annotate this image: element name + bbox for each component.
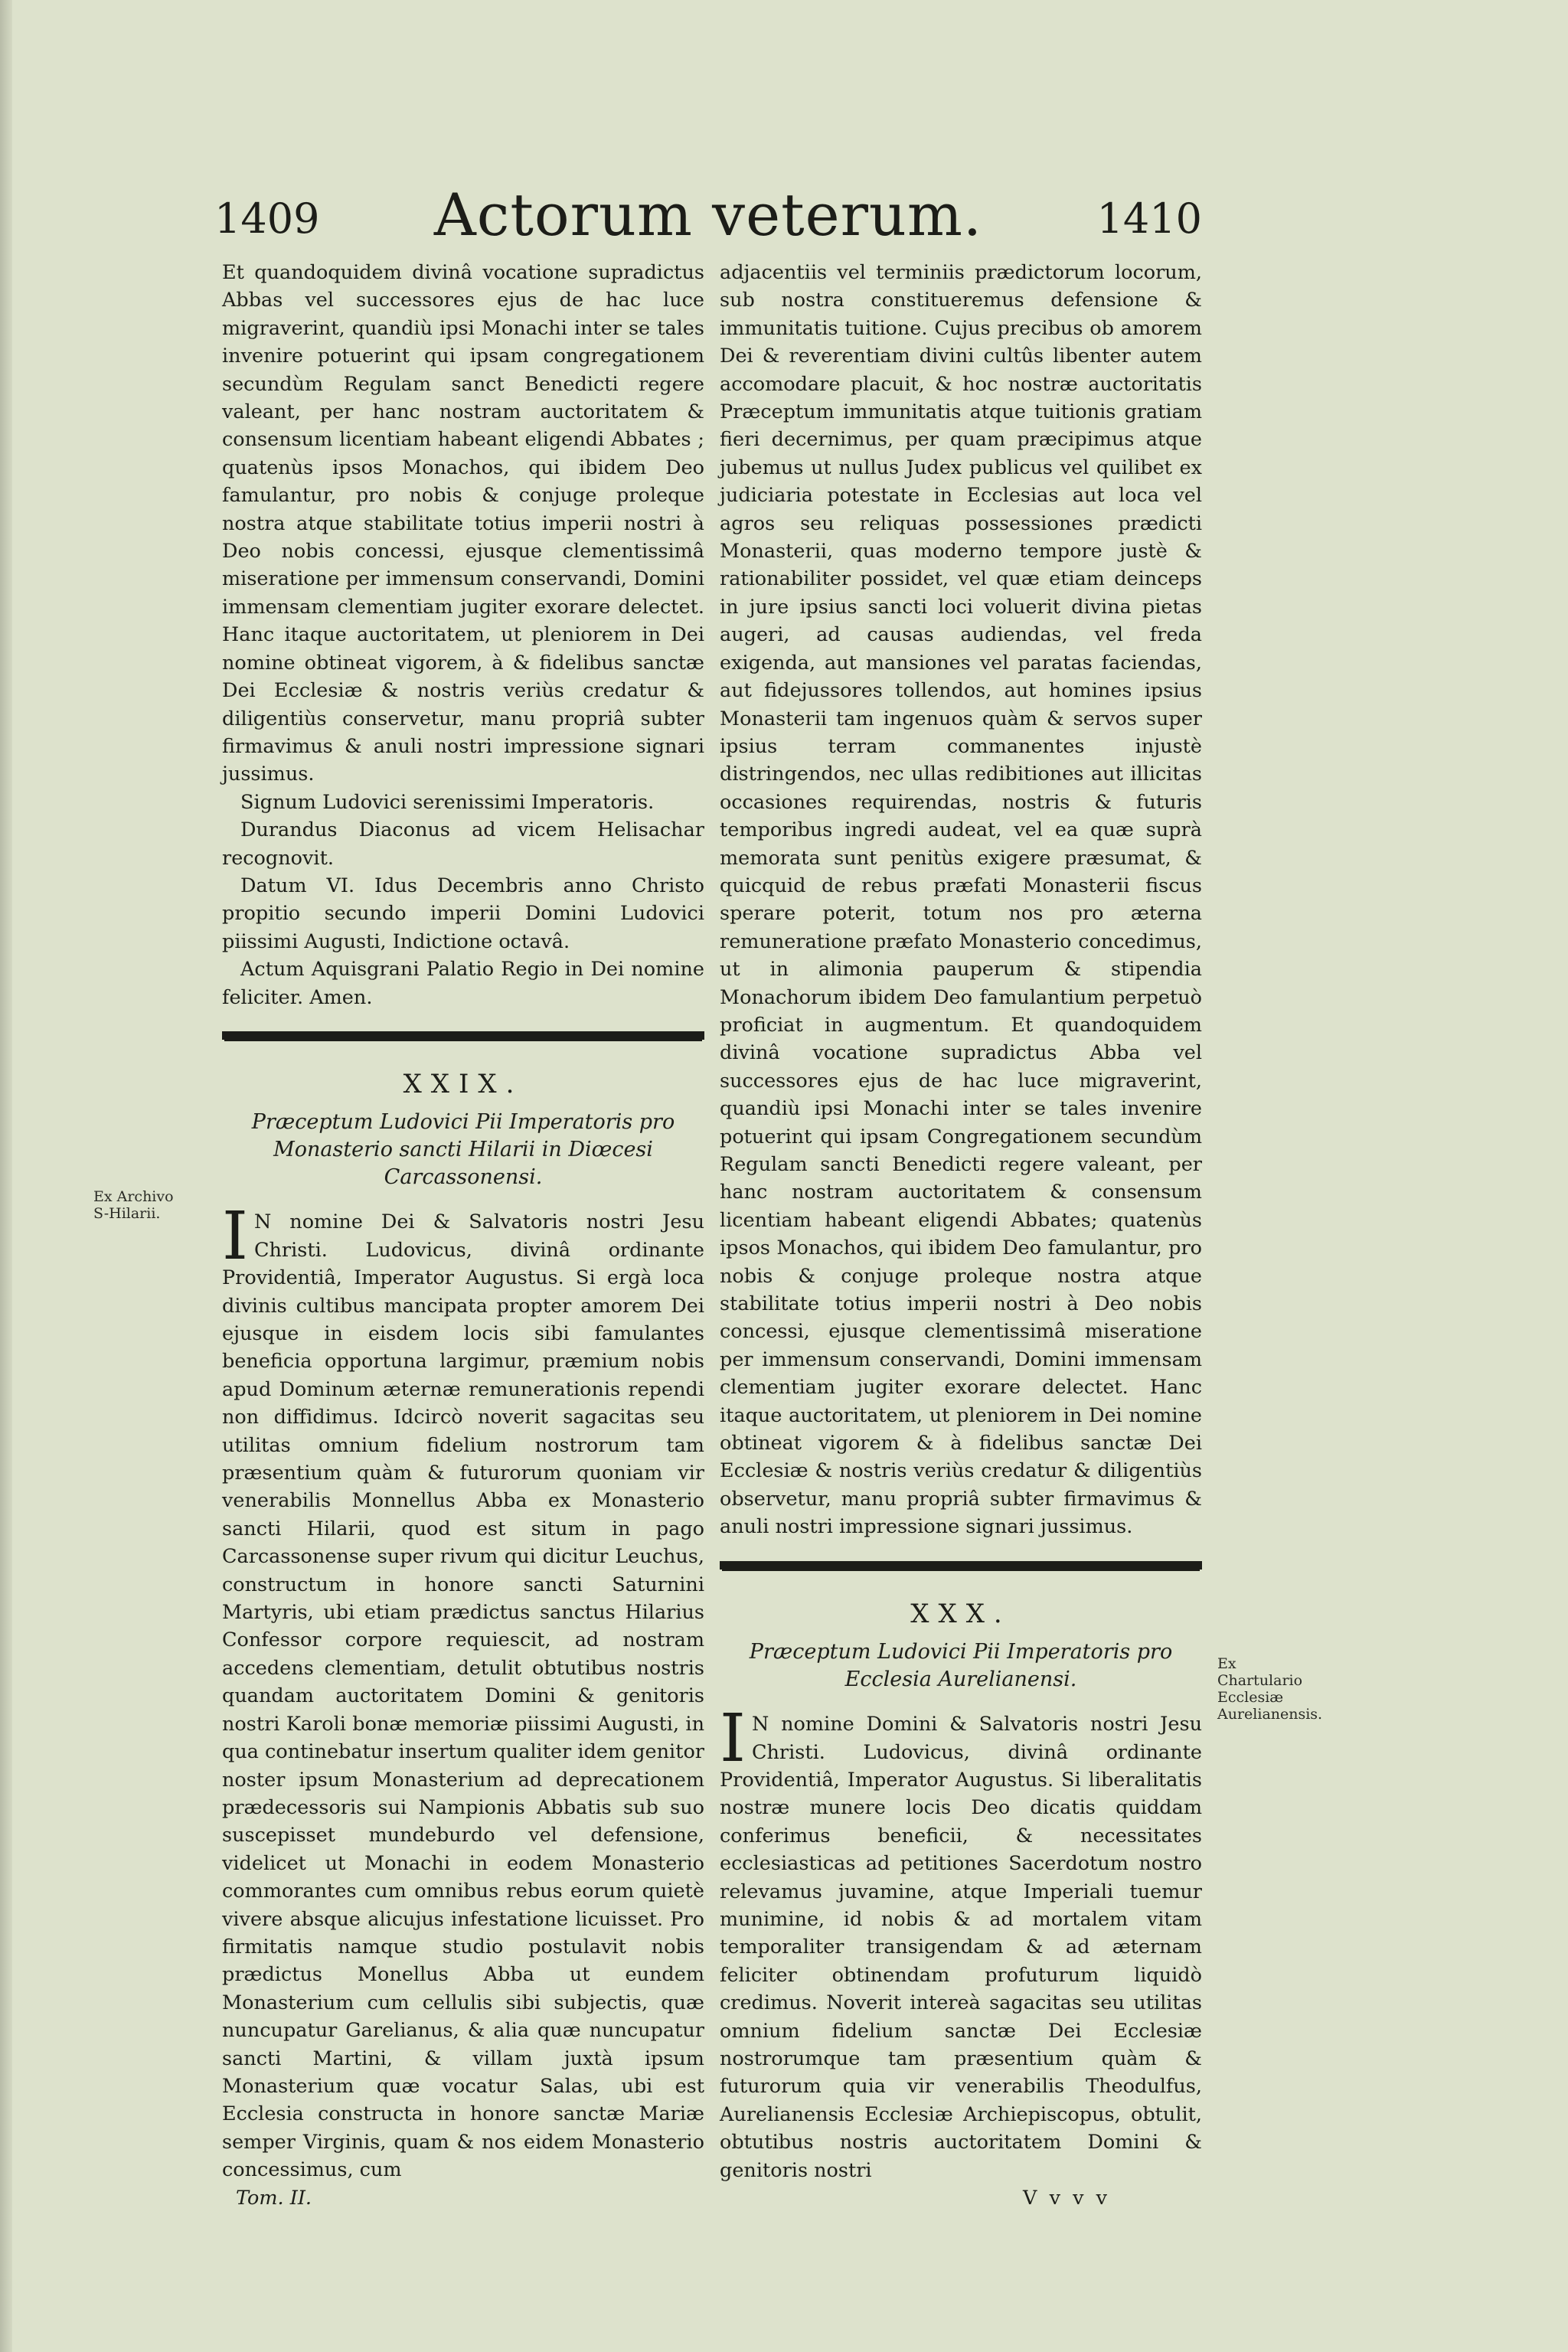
paragraph: Actum Aquisgrani Palatio Regio in Dei nomine feliciter. Amen. <box>222 958 704 1009</box>
drop-cap: I <box>720 1700 746 1778</box>
page-header <box>207 181 1210 265</box>
section-divider <box>720 1561 1202 1570</box>
left-column <box>222 259 704 2212</box>
page-number-left: 1409 <box>214 194 320 243</box>
paragraph: Signum Ludovici serenissimi Imperatoris. <box>240 790 655 814</box>
section-numeral: XXIX. <box>403 1068 524 1099</box>
paragraph-text: N nomine Dei & Salvatoris nostri Jesu Christi. Ludovicus, divinâ ordinante Providentiâ, Imperator Augustus. Si ergà loca divinis cultibus mancipata propter amorem Dei ejusque in eisdem locis sibi famulantes beneficia opportuna largimur, præmium nobis apud Dominum æternæ remunerationis rependi non diffidimus. Idcircò noverit sagacitas seu utilitas omnium fidelium nostrorum tam præsentium quàm & futurorum quoniam vir venerabilis Monnellus Abba ex Monasterio sancti Hilarii, quod est situm in pago Carcassonense super rivum qui dicitur Leuchus, constructum in honore sancti Saturnini Martyris, ubi etiam prædictus sanctus Hilarius Confessor corpore requiescit, ad nostram accedens clementiam, detulit obtutibus nostris quandam auctoritatem Domini & genitoris nostri Karoli bonæ memoriæ piissimi Augusti, in qua continebatur insertum qualiter idem genitor noster ipsum Monasterium ad deprecationem prædecessoris sui Nampionis Abbatis sub suo suscepisset mundeburdo vel defensione, videlicet ut Monachi in eodem Monasterio commorantes cum omnibus rebus eorum quietè vivere absque alicujus infestatione licuisset. Pro firmitatis namque studio postulavit nobis prædictus Monellus Abba ut eundem Monasterium cum cellulis sibi subjectis, quæ nuncupatur Garelianus, & alia quæ nuncupatur sancti Martini, & villam juxtà ipsum Monasterium quæ vocatur Salas, ubi est Ecclesia constructa in honore sanctæ Mariæ semper Virginis, quam & nos eidem Monasterio concessimus, cum <box>222 1210 704 2182</box>
running-title: Actorum veterum. <box>433 181 983 249</box>
section-divider <box>222 1031 704 1040</box>
paragraph: Durandus Diaconus ad vicem Helisachar recognovit. <box>222 818 704 870</box>
paragraph: adjacentiis vel terminiis prædictorum locorum, sub nostra constitueremus defensione & immunitatis tuitione. Cujus precibus ob amorem Dei & reverentiam divini cultûs libenter autem accomodare placuit, & hoc nostræ auctoritatis Præceptum immunitatis atque tuitionis gratiam fieri decernimus, per quam præcipimus atque jubemus ut nullus Judex publicus vel quilibet ex judiciaria potestate in Ecclesias aut loca vel agros seu reliquas possessiones prædicti Monasterii, quas moderno tempore justè & rationabiliter possidet, vel quæ etiam deinceps in jure ipsius sancti loci voluerit divina pietas augeri, ad causas audiendas, vel freda exigenda, aut mansiones vel paratas faciendas, aut fidejussores tollendos, aut homines ipsius Monasterii tam ingenuos quàm & servos super ipsius terram commanentes injustè distringendos, nec ullas redibitiones aut illicitas occasiones requirendas, nostris & futuris temporibus ingredi audeat, vel ea quæ suprà memorata sunt penitùs exigere præsumat, & quicquid de rebus præfati Monasterii fiscus sperare poterit, totum nos pro æterna remuneratione præfato Monasterio concedimus, ut in alimonia pauperum & stipendia Monachorum ibidem Deo famulantium perpetuò proficiat in augmentum. Et quandoquidem divinâ vocatione supradictus Abba vel successores ejus de hac luce migraverint, quandiù ipsi Monachi inter se tales invenire potuerint qui ipsam Congregationem secundùm Regulam sancti Benedicti regere valeant, per hanc nostram auctoritatem & consensum licentiam habeant eligendi Abbates; quatenùs ipsos Monachos, qui ibidem Deo famulantur, pro nobis & conjuge proleque nostra atque stabilitate totius imperii nostri à Deo nobis concessi, ejusque clementissimâ miseratione per immensum conservandi, Domini immensam clementiam jugiter exorare delectet. Hanc itaque auctoritatem, ut pleniorem in Dei nomine obtineat vigorem & à fidelibus sanctæ Dei Ecclesiæ & nostris veriùs credatur & diligentiùs observetur, manu propriâ subter firmavimus & anuli nostri impressione signari jussimus. <box>720 261 1202 1539</box>
paragraph-text: N nomine Domini & Salvatoris nostri Jesu Christi. Ludovicus, divinâ ordinante Providentiâ, Imperator Augustus. Si liberalitatis nostræ munere locis Deo dicatis quiddam conferimus beneficii, & necessitates ecclesiasticas ad petitiones Sacerdotum nostro relevamus juvamine, atque Imperiali tuemur munimine, id nobis & ad mortalem vitam temporaliter transigendam & ad æternam feliciter obtinendam profuturum liquidò credimus. Noverit intereà sagacitas seu utilitas omnium fidelium sanctæ Dei Ecclesiæ nostrorumque tam præsentium quàm & futurorum quia vir venerabilis Theodulfus, Aurelianensis Ecclesiæ Archiepiscopus, obtulit, obtutibus nostris auctoritatem Domini & genitoris nostri <box>720 1713 1202 2182</box>
signature-mark: V v v v <box>1023 2187 1110 2210</box>
volume-footer: Tom. II. <box>236 2186 312 2210</box>
page-number-right: 1410 <box>1096 194 1202 243</box>
section-heading: Præceptum Ludovici Pii Imperatoris pro Monasterio sancti Hilarii in Diœcesi Carcassonensi. <box>251 1110 675 1190</box>
margin-note-left: Ex Archivo S-Hilarii. <box>93 1188 174 1222</box>
paragraph: Datum VI. Idus Decembris anno Christo propitio secundo imperii Domini Ludovici piissimi Augusti, Indictione octavâ. <box>222 874 704 953</box>
section-numeral: XXX. <box>910 1598 1011 1629</box>
margin-note-right: Ex Chartulario Ecclesiæ Aurelianensis. <box>1217 1655 1323 1723</box>
paragraph <box>720 1700 1202 2184</box>
binding-gutter <box>0 0 12 2352</box>
right-column <box>720 259 1202 2212</box>
paragraph <box>222 1198 704 2184</box>
drop-cap: I <box>222 1198 248 1276</box>
paragraph: Et quandoquidem divinâ vocatione supradictus Abbas vel successores ejus de hac luce migraverint, quandiù ipsi Monachi inter se tales invenire potuerint qui ipsam congregationem secundùm Regulam sanct Benedicti regere valeant, per hanc nostram auctoritatem & consensum licentiam habeant eligendi Abbates ; quatenùs ipsos Monachos, qui ibidem Deo famulantur, pro nobis & conjuge proleque nostra atque stabilitate totius imperii nostri à Deo nobis concessi, ejusque clementissimâ miseratione per immensum conservandi, Domini immensam clementiam jugiter exorare delectet. Hanc itaque auctoritatem, ut pleniorem in Dei nomine obtineat vigorem, à & fidelibus sanctæ Dei Ecclesiæ & nostris veriùs credatur & diligentiùs conservetur, manu propriâ subter firmavimus & anuli nostri impressione signari jussimus. <box>222 261 704 786</box>
section-heading: Præceptum Ludovici Pii Imperatoris pro Ecclesia Aurelianensi. <box>749 1640 1173 1692</box>
